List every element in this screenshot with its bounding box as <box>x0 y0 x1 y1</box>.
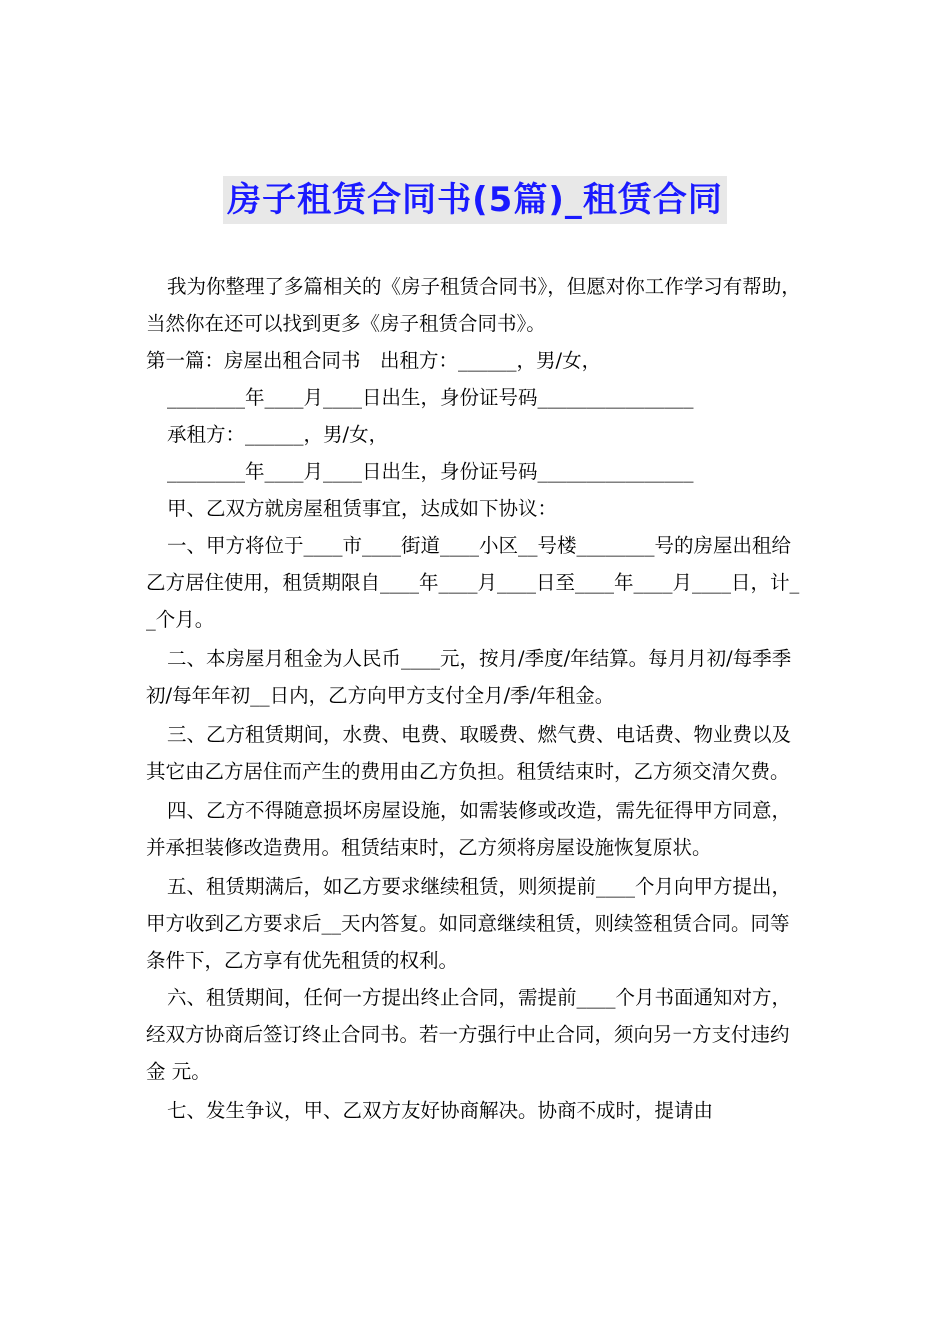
clause-4: 四、乙方不得随意损坏房屋设施，如需装修或改造，需先征得甲方同意，并承担装修改造费用。租赁结束时，乙方须将房屋设施恢复原状。 <box>146 799 792 859</box>
agreement-intro: 甲、乙双方就房屋租赁事宜，达成如下协议： <box>167 497 558 520</box>
title-wrap <box>0 176 950 224</box>
clause-2: 二、本房屋月租金为人民币____元，按月/季度/年结算。每月月初/每季季初/每年年初__日内，乙方向甲方支付全月/季/年租金。 <box>146 647 792 707</box>
lessee-birth-id-line: ________年____月____日出生，身份证号码________________ <box>167 460 694 483</box>
lessor-birth-id-line: ________年____月____日出生，身份证号码________________ <box>167 386 694 409</box>
clause-1: 一、甲方将位于____市____街道____小区__号楼________号的房屋出租给乙方居住使用，租赁期限自____年____月____日至____年____月____日，计__个月。 <box>146 534 800 631</box>
clause-7: 七、发生争议，甲、乙双方友好协商解决。协商不成时，提请由 <box>167 1099 714 1122</box>
clause-6: 六、租赁期间，任何一方提出终止合同，需提前____个月书面通知对方，经双方协商后签订终止合同书。若一方强行中止合同，须向另一方支付违约金 元。 <box>146 986 792 1083</box>
lessee-line: 承租方：______，男/女， <box>167 423 389 446</box>
document-title: 房子租赁合同书(5篇)_租赁合同 <box>223 176 727 224</box>
clause-5: 五、租赁期满后，如乙方要求继续租赁，则须提前____个月向甲方提出，甲方收到乙方要求后__天内答复。如同意继续租赁，则续签租赁合同。同等条件下，乙方享有优先租赁的权利。 <box>146 875 792 972</box>
section-heading-line: 第一篇：房屋出租合同书 出租方：______，男/女， <box>146 349 602 372</box>
clause-3: 三、乙方租赁期间，水费、电费、取暖费、燃气费、电话费、物业费以及其它由乙方居住而产生的费用由乙方负担。租赁结束时，乙方须交清欠费。 <box>146 723 792 783</box>
intro-paragraph: 我为你整理了多篇相关的《房子租赁合同书》，但愿对你工作学习有帮助，当然你在还可以找到更多《房子租赁合同书》。 <box>146 275 801 335</box>
document-body <box>146 268 808 1129</box>
